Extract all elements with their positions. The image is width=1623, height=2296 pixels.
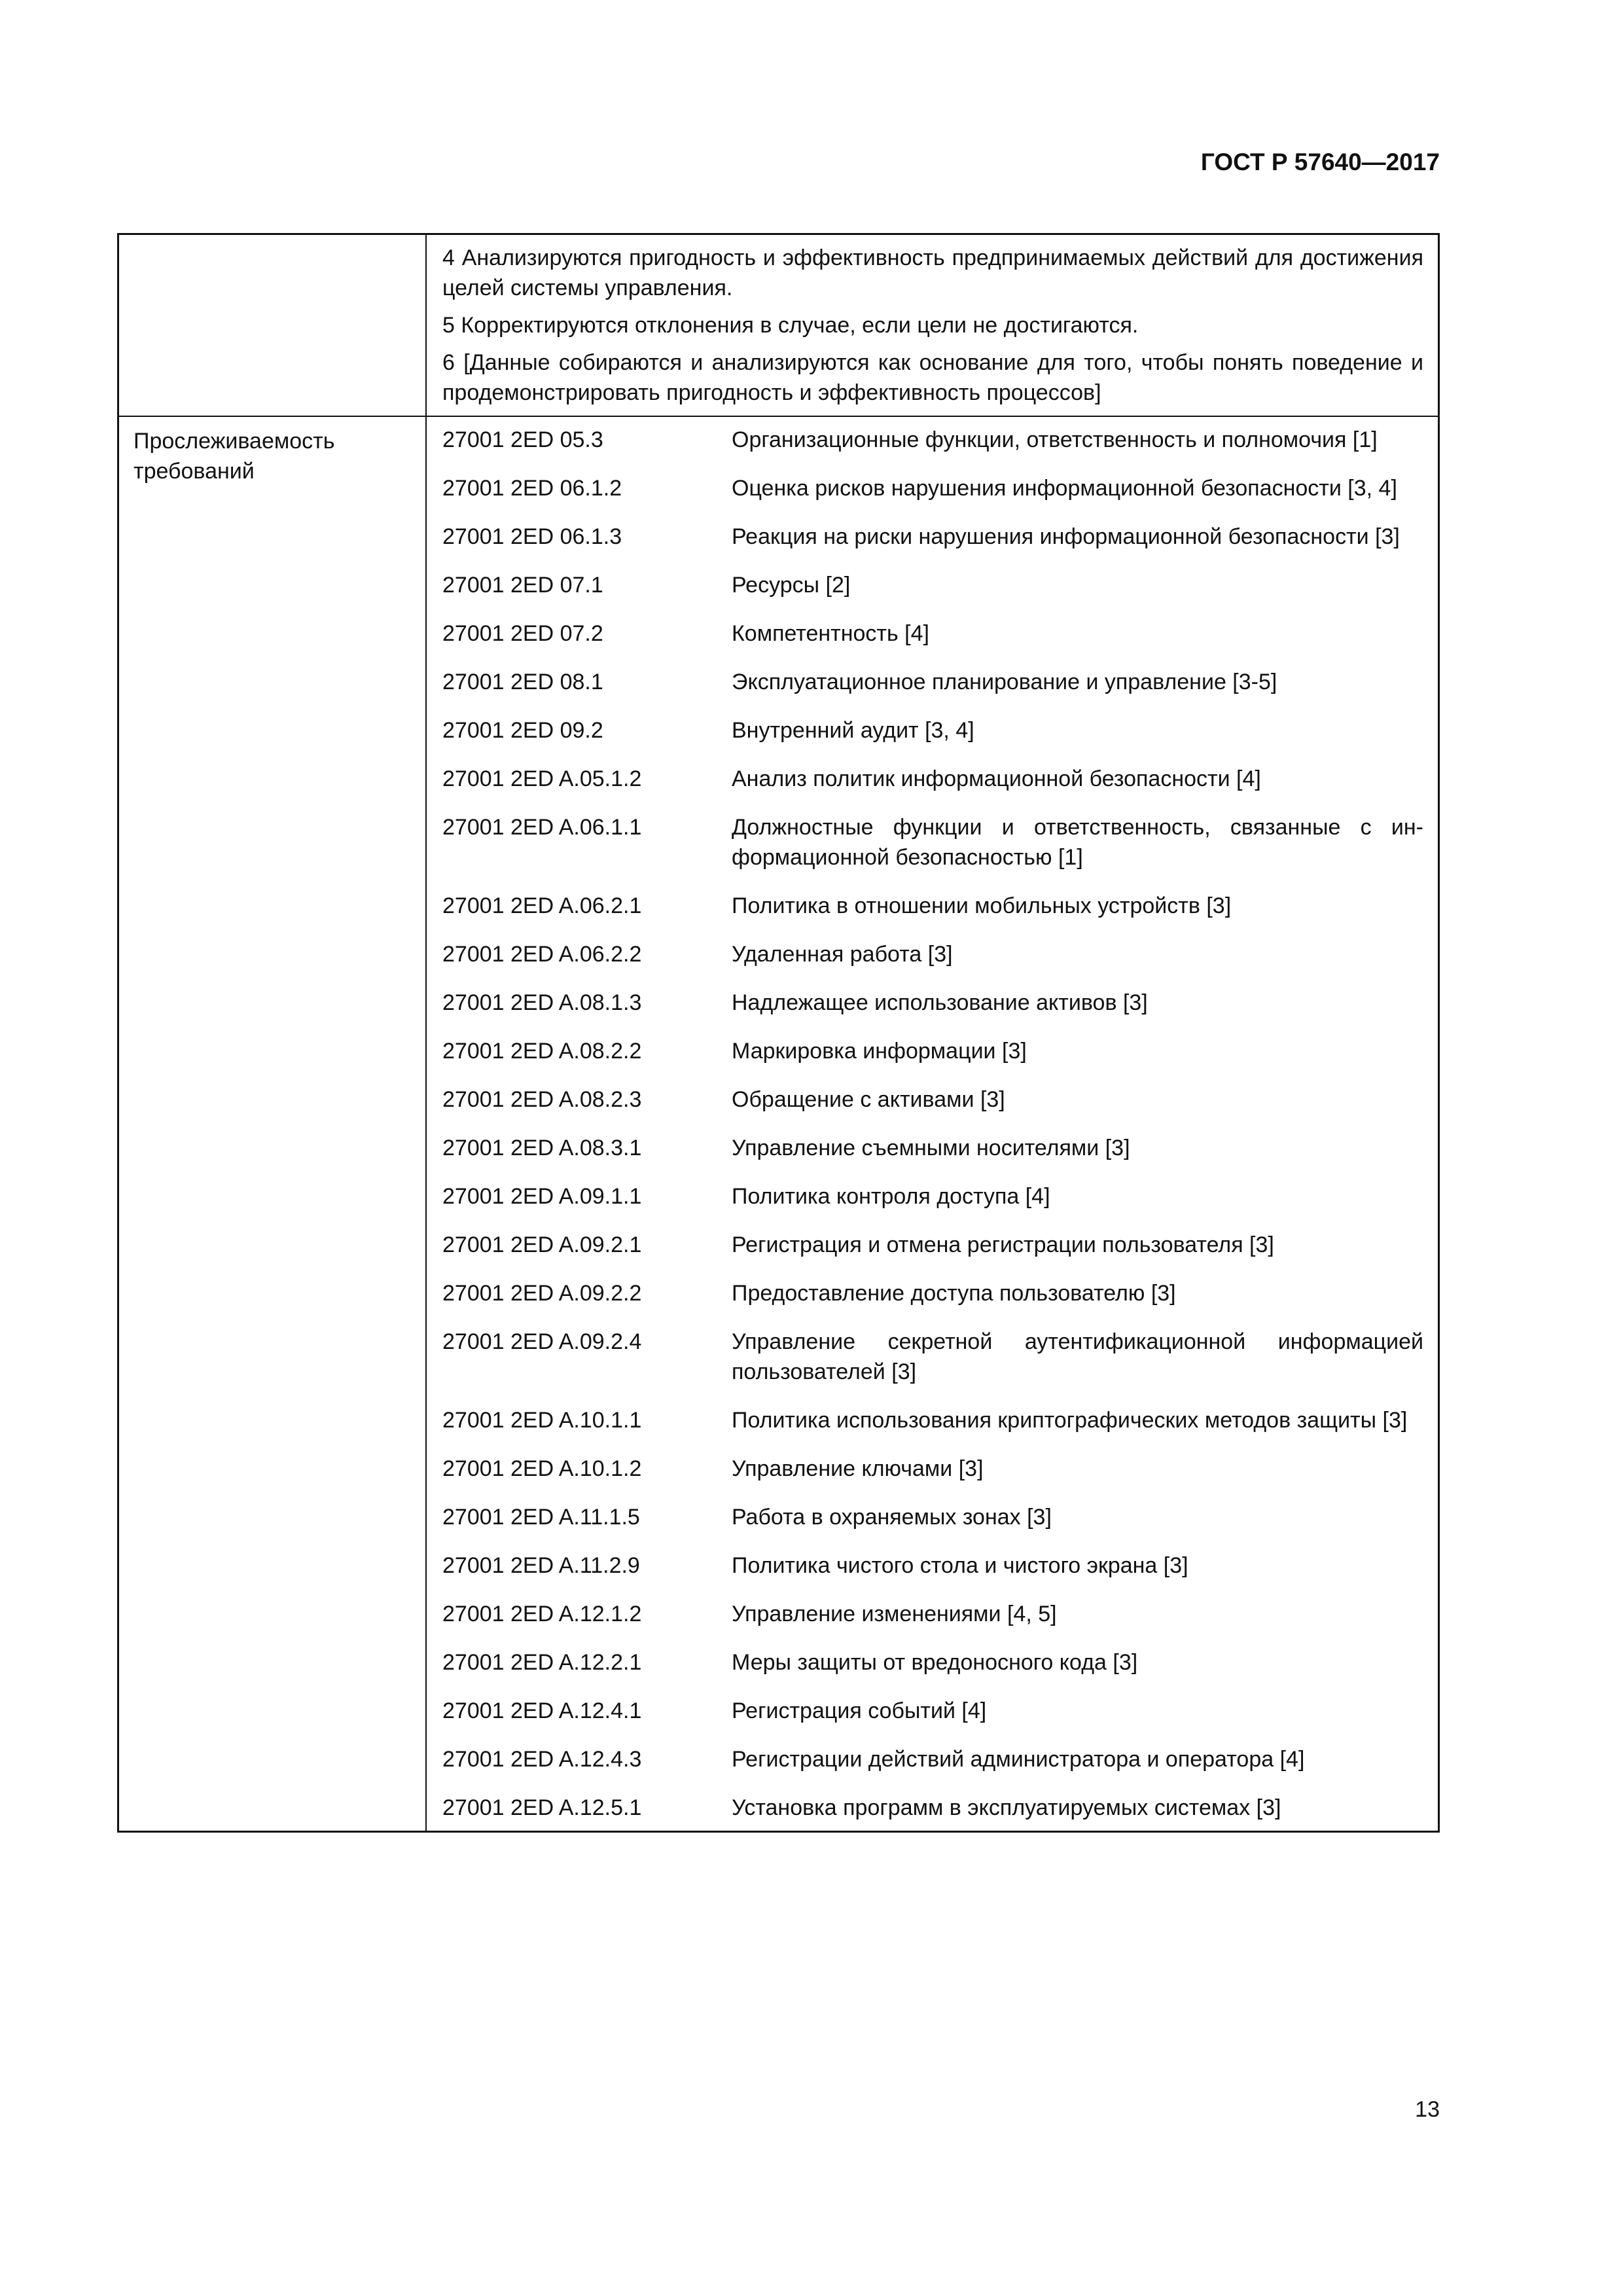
entry-description: Регистрация событий [4] — [732, 1698, 987, 1723]
requirements-table — [117, 233, 1440, 1833]
traceability-entry — [442, 1327, 1423, 1387]
paragraph-item: 5 Корректируются отклонения в случае, если цели не достигаются. — [442, 313, 1139, 338]
traceability-entry — [442, 570, 1423, 600]
entry-description: Политика использования криптографических методов защиты [3] — [732, 1408, 1408, 1433]
entry-code: 27001 2ED 05.3 — [442, 427, 603, 452]
entry-code: 27001 2ED A.09.2.2 — [442, 1281, 642, 1306]
traceability-entry — [442, 1278, 1423, 1308]
traceability-entry — [442, 619, 1423, 649]
entry-code: 27001 2ED 07.1 — [442, 573, 603, 598]
traceability-entry — [442, 939, 1423, 969]
traceability-entry — [442, 715, 1423, 745]
traceability-entry — [442, 988, 1423, 1018]
traceability-entry — [442, 1036, 1423, 1066]
entry-description: Эксплуатационное планирование и управление [3-5] — [732, 670, 1277, 694]
entry-description: Установка программ в эксплуатируемых системах [3] — [732, 1795, 1281, 1820]
entry-description: Политика контроля доступа [4] — [732, 1184, 1050, 1209]
entry-description: Управление ключами [3] — [732, 1456, 984, 1481]
entry-code: 27001 2ED A.12.4.3 — [442, 1747, 642, 1772]
entry-description: Обращение с активами [3] — [732, 1087, 1005, 1112]
entry-code: 27001 2ED A.10.1.2 — [442, 1456, 642, 1481]
traceability-entry — [442, 891, 1423, 921]
traceability-entries — [427, 417, 1438, 1831]
entry-code: 27001 2ED 06.1.3 — [442, 524, 622, 549]
entry-description: Регистрация и отмена регистрации пользователя [3] — [732, 1232, 1274, 1257]
entry-code: 27001 2ED A.11.1.5 — [442, 1505, 640, 1530]
entry-description: Должностные функции и ответственность, связанные с информационной безопасностью [1] — [732, 815, 1423, 870]
entry-code: 27001 2ED A.11.2.9 — [442, 1553, 640, 1578]
entry-description: Внутренний аудит [3, 4] — [732, 718, 974, 743]
entry-code: 27001 2ED 08.1 — [442, 670, 603, 694]
traceability-entry — [442, 473, 1423, 503]
entry-code: 27001 2ED A.06.1.1 — [442, 815, 642, 840]
traceability-entry — [442, 1133, 1423, 1163]
traceability-entry — [442, 1599, 1423, 1629]
traceability-entry — [442, 1454, 1423, 1484]
traceability-entry — [442, 667, 1423, 697]
entry-description: Меры защиты от вредоносного кода [3] — [732, 1650, 1138, 1675]
traceability-entry — [442, 1551, 1423, 1581]
entry-description: Компетентность [4] — [732, 621, 929, 646]
page-number: 13 — [1415, 2097, 1440, 2122]
entry-code: 27001 2ED A.08.3.1 — [442, 1136, 642, 1160]
traceability-entry — [442, 1085, 1423, 1115]
traceability-entry — [442, 1405, 1423, 1435]
entry-code: 27001 2ED 09.2 — [442, 718, 603, 743]
entry-code: 27001 2ED 06.1.2 — [442, 476, 622, 501]
table-row-top — [119, 235, 1438, 416]
table-row-traceability — [119, 416, 1438, 1831]
entry-code: 27001 2ED A.09.2.1 — [442, 1232, 642, 1257]
entry-code: 27001 2ED A.12.1.2 — [442, 1602, 642, 1626]
entry-code: 27001 2ED A.06.2.1 — [442, 893, 642, 918]
entry-description: Политика в отношении мобильных устройств [3] — [732, 893, 1232, 918]
entry-description: Реакция на риски нарушения информационной безопасности [3] — [732, 524, 1400, 549]
entry-description: Управление секретной аутентификационной информацией пользователей [3] — [732, 1329, 1423, 1384]
entry-description: Анализ политик информационной безопасности [4] — [732, 766, 1261, 791]
entry-description: Работа в охраняемых зонах [3] — [732, 1505, 1052, 1530]
entry-code: 27001 2ED A.09.2.4 — [442, 1329, 642, 1354]
entry-code: 27001 2ED 07.2 — [442, 621, 603, 646]
paragraph-item: 4 Анализируются пригодность и эффективность предпринимаемых действий для достижения целей системы управления. — [442, 245, 1423, 300]
entry-description: Политика чистого стола и чистого экрана [3] — [732, 1553, 1188, 1578]
entry-code: 27001 2ED A.08.2.2 — [442, 1039, 642, 1064]
entry-code: 27001 2ED A.09.1.1 — [442, 1184, 642, 1209]
document-header: ГОСТ Р 57640—2017 — [1200, 149, 1440, 175]
traceability-entry — [442, 1230, 1423, 1260]
entry-description: Управление съемными носителями [3] — [732, 1136, 1130, 1160]
entry-code: 27001 2ED A.08.2.3 — [442, 1087, 642, 1112]
traceability-entry — [442, 1181, 1423, 1211]
entry-code: 27001 2ED A.12.5.1 — [442, 1795, 642, 1820]
entry-code: 27001 2ED A.12.2.1 — [442, 1650, 642, 1675]
traceability-entry — [442, 812, 1423, 872]
entry-description: Управление изменениями [4, 5] — [732, 1602, 1057, 1626]
entry-description: Маркировка информации [3] — [732, 1039, 1027, 1064]
traceability-entry — [442, 425, 1423, 455]
entry-code: 27001 2ED A.12.4.1 — [442, 1698, 642, 1723]
traceability-entry — [442, 1744, 1423, 1774]
entry-description: Ресурсы [2] — [732, 573, 851, 598]
entry-description: Удаленная работа [3] — [732, 942, 953, 967]
table-row-top-label — [119, 235, 427, 416]
traceability-entry — [442, 1793, 1423, 1823]
paragraph-item: 6 [Данные собираются и анализируются как основание для того, чтобы понять поведение и продемонстрировать пригодность и эффективность процессов] — [442, 350, 1423, 405]
entry-description: Регистрации действий администратора и оператора [4] — [732, 1747, 1305, 1772]
entry-code: 27001 2ED A.06.2.2 — [442, 942, 642, 967]
table-row-top-content — [427, 235, 1438, 416]
traceability-entry — [442, 1647, 1423, 1677]
traceability-entry — [442, 522, 1423, 552]
entry-description: Предоставление доступа пользователю [3] — [732, 1281, 1176, 1306]
traceability-entry — [442, 1696, 1423, 1726]
traceability-entry — [442, 1502, 1423, 1532]
entry-description: Надлежащее использование активов [3] — [732, 990, 1148, 1015]
traceability-label: Прослеживаемость требований — [119, 417, 427, 1831]
traceability-entry — [442, 764, 1423, 794]
entry-code: 27001 2ED A.08.1.3 — [442, 990, 642, 1015]
entry-code: 27001 2ED A.10.1.1 — [442, 1408, 642, 1433]
entry-description: Оценка рисков нарушения информационной безопасности [3, 4] — [732, 476, 1397, 501]
entry-description: Организационные функции, ответственность и полномочия [1] — [732, 427, 1378, 452]
entry-code: 27001 2ED A.05.1.2 — [442, 766, 642, 791]
